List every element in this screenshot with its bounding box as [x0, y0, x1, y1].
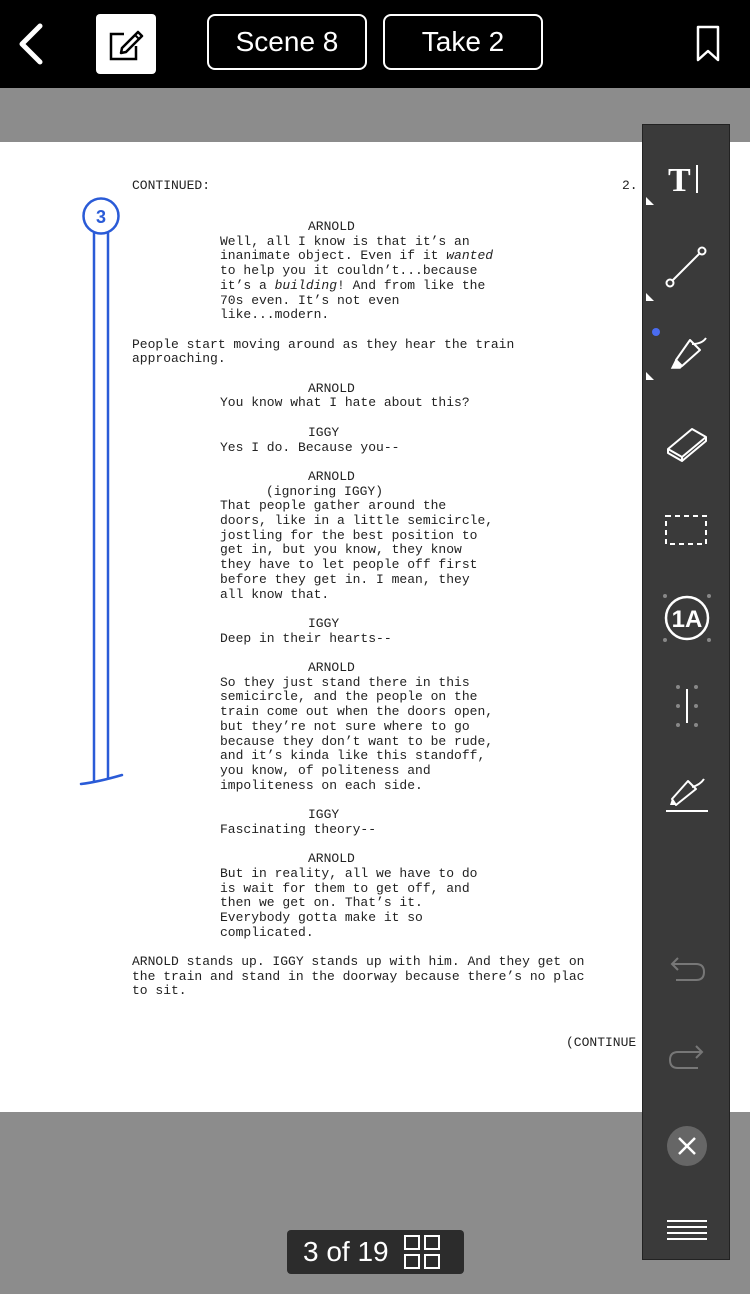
action-line: the train and stand in the doorway because there’s no plac	[132, 968, 585, 984]
dialogue-line: you know, of politeness and	[220, 762, 431, 778]
close-button[interactable]	[643, 1111, 731, 1181]
dialogue-line: they have to let people off first	[220, 557, 478, 573]
dialogue-line: So they just stand there in this	[220, 674, 470, 690]
eraser-tool[interactable]	[643, 407, 731, 477]
character-name: IGGY	[308, 615, 340, 631]
character-name: ARNOLD	[308, 851, 355, 867]
character-name: IGGY	[308, 807, 340, 822]
menu-button[interactable]	[643, 1195, 731, 1265]
dialogue-line: before they get in. I mean, they	[220, 571, 470, 587]
dialogue-line: jostling for the best position to	[220, 527, 478, 543]
dialogue-line: then we get on. That’s it.	[220, 895, 423, 911]
dialogue-line: inanimate object. Even if it wanted	[220, 248, 494, 264]
dialogue-line: it’s a building! And from like the	[220, 277, 486, 293]
menu-lines-icon	[665, 1218, 709, 1242]
pen-underline-icon	[662, 769, 712, 819]
action-line: to sit.	[132, 983, 187, 999]
dialogue-line: all know that.	[220, 586, 330, 602]
redo-icon	[662, 1038, 712, 1078]
continued-footer: (CONTINUE	[566, 1035, 637, 1050]
dialogue-line: 70s even. It’s not even	[220, 292, 400, 308]
dialogue-line: complicated.	[220, 924, 314, 940]
character-name: ARNOLD	[308, 380, 355, 396]
top-bar	[0, 0, 750, 88]
dialogue-line: Yes I do. Because you--	[220, 439, 400, 455]
back-arrow-icon[interactable]	[14, 20, 48, 68]
page-counter[interactable]	[287, 1230, 464, 1274]
dialogue-line: Well, all I know is that it’s an	[220, 233, 470, 249]
bracket-tool[interactable]	[643, 671, 731, 741]
dialogue-line: That people gather around the	[220, 498, 447, 514]
character-name: ARNOLD	[308, 468, 355, 484]
page-counter-text: 3 of 19	[303, 1236, 389, 1267]
parenthetical: (ignoring IGGY)	[266, 483, 384, 499]
scene-number-tool-label: 1A	[671, 606, 703, 633]
redo-button[interactable]	[643, 1023, 731, 1093]
character-name: ARNOLD	[308, 660, 355, 675]
scene-bracket-annotation[interactable]	[78, 196, 126, 790]
dialogue-line: semicircle, and the people on the	[220, 689, 478, 705]
dashed-rectangle-icon	[662, 510, 712, 550]
line-tool[interactable]	[643, 233, 731, 303]
action-line: ARNOLD stands up. IGGY stands up with him. And they get on	[132, 954, 585, 969]
dialogue-line: train come out when the doors open,	[220, 704, 494, 720]
edit-note-button[interactable]	[96, 14, 156, 74]
dialogue-line: impoliteness on each side.	[220, 777, 423, 793]
action-line: People start moving around as they hear the train	[132, 336, 515, 352]
scene-number-tool[interactable]	[643, 583, 731, 653]
bookmark-icon[interactable]	[694, 24, 722, 64]
character-name: IGGY	[308, 424, 340, 440]
dialogue-line: doors, like in a little semicircle,	[220, 513, 494, 528]
character-name: ARNOLD	[308, 219, 355, 234]
dialogue-line: because they don’t want to be rude,	[220, 733, 494, 749]
scene-marker-number: 3	[95, 207, 107, 227]
take-button[interactable]: Take 2	[383, 14, 543, 70]
dialogue-line: and it’s kinda like this standoff,	[220, 748, 486, 764]
dialogue-line: You know what I hate about this?	[220, 395, 470, 411]
dialogue-line: get in, but you know, they know	[220, 542, 462, 558]
dialogue-line: is wait for them to get off, and	[220, 880, 470, 896]
dialogue-line: but they’re not sure where to go	[220, 718, 470, 734]
selection-tool[interactable]	[643, 495, 731, 565]
vertical-bracket-icon	[667, 681, 707, 731]
dialogue-line: like...modern.	[220, 307, 330, 323]
scene-number-icon	[659, 590, 715, 646]
dialogue-line: But in reality, all we have to do	[220, 865, 478, 881]
grid-icon[interactable]	[403, 1234, 441, 1270]
text-tool[interactable]	[643, 145, 731, 215]
svg-text:T: T	[668, 162, 691, 199]
annotation-toolbar	[642, 124, 730, 1260]
dialogue-line: Deep in their hearts--	[220, 630, 392, 646]
page-number: 2.	[622, 178, 638, 193]
dialogue-line: Everybody gotta make it so	[220, 909, 423, 925]
undo-button[interactable]	[643, 935, 731, 1005]
close-icon	[665, 1124, 709, 1168]
dialogue-line: Fascinating theory--	[220, 821, 377, 837]
text-cursor-icon	[662, 155, 712, 205]
scene-button[interactable]: Scene 8	[207, 14, 367, 70]
highlighter-icon	[662, 322, 712, 382]
eraser-icon	[662, 417, 712, 467]
highlighter-tool[interactable]	[643, 317, 731, 387]
line-icon	[662, 243, 712, 293]
continued-header: CONTINUED:	[132, 178, 211, 193]
dialogue-line: to help you it couldn’t...because	[220, 263, 478, 279]
signature-tool[interactable]	[643, 759, 731, 829]
undo-icon	[662, 950, 712, 990]
action-line: approaching.	[132, 351, 226, 367]
edit-note-icon	[106, 24, 146, 64]
